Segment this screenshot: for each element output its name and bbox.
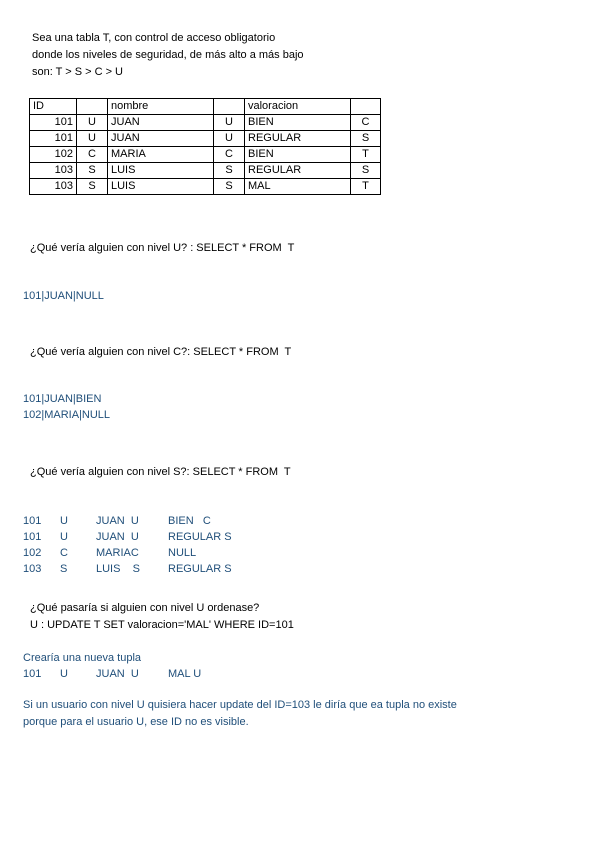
answer-s-id: 102 xyxy=(23,547,42,559)
cell-valoracion: BIEN xyxy=(245,115,351,131)
intro-line-3: son: T > S > C > U xyxy=(32,66,124,78)
cell-valoracion: REGULAR xyxy=(245,131,351,147)
cell-valoracion: REGULAR xyxy=(245,163,351,179)
cell-id-level: S xyxy=(77,163,108,179)
answer-s-id-level: S xyxy=(60,563,68,575)
cell-nombre: LUIS xyxy=(108,179,214,195)
cell-valoracion-level: C xyxy=(351,115,381,131)
cell-id-level: U xyxy=(77,115,108,131)
cell-id: 103 xyxy=(30,179,77,195)
answer-s-valoracion: NULL xyxy=(168,547,197,559)
header-id: ID xyxy=(30,99,77,115)
answer-s-id: 101 xyxy=(23,515,42,527)
cell-id: 102 xyxy=(30,147,77,163)
cell-valoracion-level: S xyxy=(351,131,381,147)
cell-id: 103 xyxy=(30,163,77,179)
answer-c-line-1: 101|JUAN|BIEN xyxy=(23,393,102,405)
answer-s-valoracion: REGULAR S xyxy=(168,531,232,543)
cell-valoracion: MAL xyxy=(245,179,351,195)
table-row xyxy=(30,163,381,179)
cell-id-level: S xyxy=(77,179,108,195)
cell-id-level: C xyxy=(77,147,108,163)
cell-valoracion-level: S xyxy=(351,163,381,179)
cell-id: 101 xyxy=(30,115,77,131)
question-c: ¿Qué vería alguien con nivel C?: SELECT * FROM T xyxy=(30,346,292,358)
cell-nombre-level: U xyxy=(214,115,245,131)
answer-c-line-2: 102|MARIA|NULL xyxy=(23,409,111,421)
question-s: ¿Qué vería alguien con nivel S?: SELECT * FROM T xyxy=(30,466,291,478)
question-update-line-2: U : UPDATE T SET valoracion='MAL' WHERE ID=101 xyxy=(30,619,294,631)
cell-nombre: JUAN xyxy=(108,115,214,131)
answer-update-title: Crearía una nueva tupla xyxy=(23,652,142,664)
cell-nombre-level: S xyxy=(214,163,245,179)
cell-nombre-level: C xyxy=(214,147,245,163)
header-valoracion-level xyxy=(351,99,381,115)
header-nombre-level xyxy=(214,99,245,115)
answer-s-id: 103 xyxy=(23,563,42,575)
cell-nombre-level: U xyxy=(214,131,245,147)
table-row xyxy=(30,115,381,131)
table-row xyxy=(30,147,381,163)
table-t xyxy=(29,98,381,195)
answer-s-valoracion: BIEN C xyxy=(168,515,211,527)
question-update-line-1: ¿Qué pasaría si alguien con nivel U ordenase? xyxy=(30,602,260,614)
cell-valoracion-level: T xyxy=(351,147,381,163)
header-nombre: nombre xyxy=(108,99,214,115)
header-id-level xyxy=(77,99,108,115)
answer-update-valoracion: MAL U xyxy=(168,668,202,680)
note-line-1: Si un usuario con nivel U quisiera hacer update del ID=103 le diría que ea tupla no existe xyxy=(23,699,457,711)
answer-s-valoracion: REGULAR S xyxy=(168,563,232,575)
intro-line-1: Sea una tabla T, con control de acceso obligatorio xyxy=(32,32,276,44)
cell-valoracion: BIEN xyxy=(245,147,351,163)
cell-nombre: LUIS xyxy=(108,163,214,179)
answer-u-line-1: 101|JUAN|NULL xyxy=(23,290,104,302)
cell-nombre: JUAN xyxy=(108,131,214,147)
answer-s-nombre: MARIAC xyxy=(96,547,139,559)
question-u: ¿Qué vería alguien con nivel U? : SELECT * FROM T xyxy=(30,242,295,254)
answer-update-id: 101 xyxy=(23,668,42,680)
table-row xyxy=(30,179,381,195)
cell-id-level: U xyxy=(77,131,108,147)
answer-s-id-level: U xyxy=(60,531,68,543)
cell-nombre: MARIA xyxy=(108,147,214,163)
answer-update-nombre: JUAN U xyxy=(96,668,139,680)
table-header-row xyxy=(30,99,381,115)
cell-valoracion-level: T xyxy=(351,179,381,195)
intro-line-2: donde los niveles de seguridad, de más alto a más bajo xyxy=(32,49,304,61)
cell-id: 101 xyxy=(30,131,77,147)
note-line-2: porque para el usuario U, ese ID no es visible. xyxy=(23,716,249,728)
answer-s-id-level: C xyxy=(60,547,68,559)
cell-nombre-level: S xyxy=(214,179,245,195)
answer-s-nombre: JUAN U xyxy=(96,515,139,527)
answer-s-nombre: JUAN U xyxy=(96,531,139,543)
answer-update-id-level: U xyxy=(60,668,68,680)
answer-s-nombre: LUIS S xyxy=(96,563,141,575)
table-row xyxy=(30,131,381,147)
answer-s-id: 101 xyxy=(23,531,42,543)
header-valoracion: valoracion xyxy=(245,99,351,115)
answer-s-id-level: U xyxy=(60,515,68,527)
